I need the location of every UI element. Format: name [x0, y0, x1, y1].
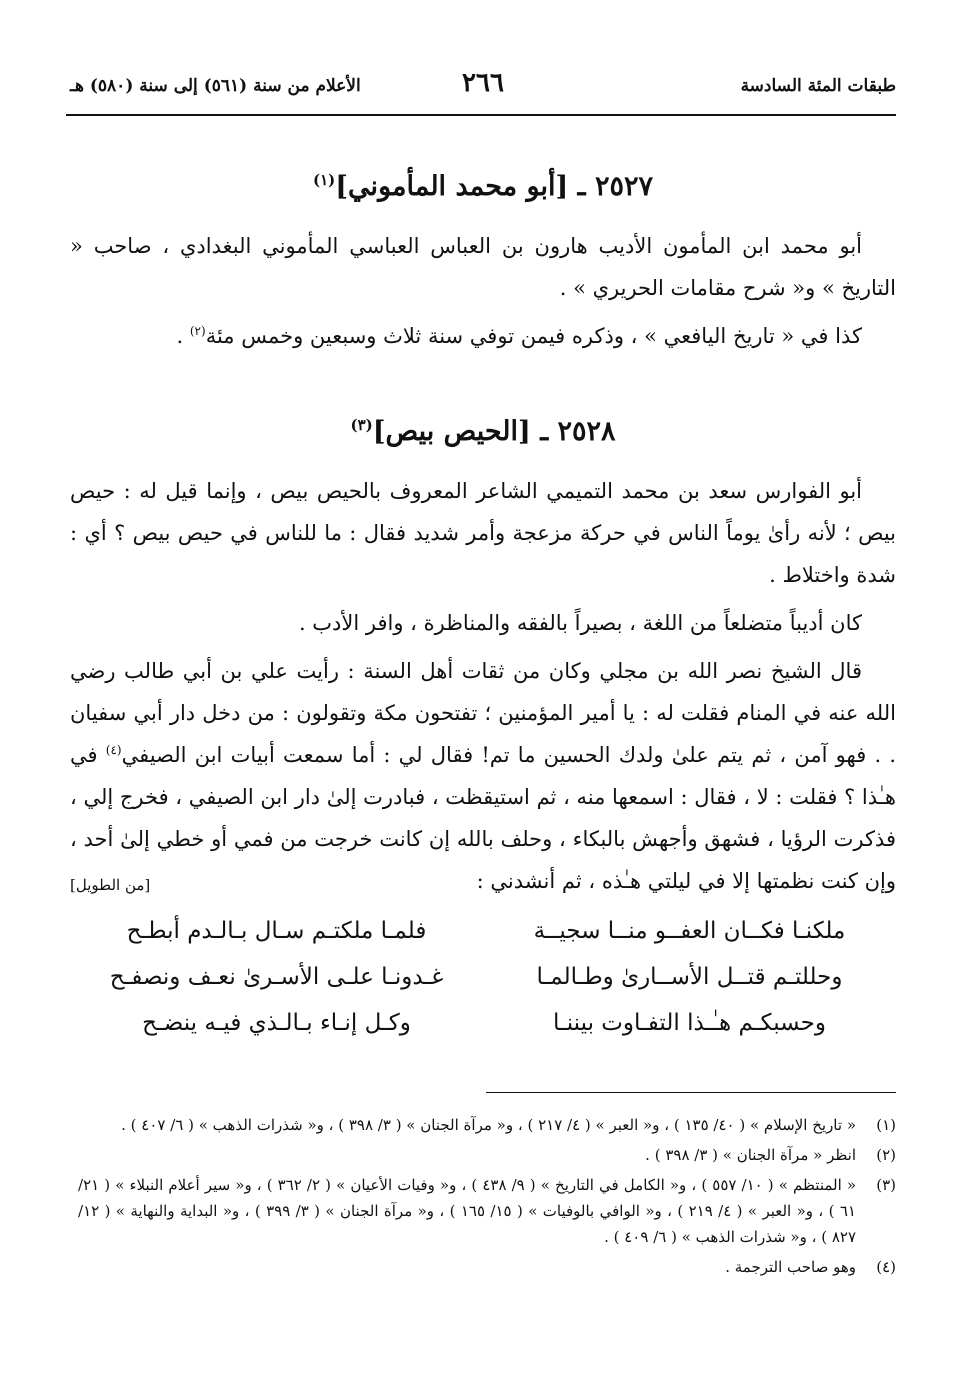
entry-title-text: ٢٥٢٧ ـ [أبو محمد المأموني] — [335, 171, 653, 202]
running-head-right: طبقات المئة السادسة — [740, 76, 896, 96]
footnotes — [78, 1112, 896, 1284]
entry-title-2528 — [70, 405, 896, 452]
footnote-ref-2: (٢) — [189, 324, 206, 338]
footnote-text: « المنتظم » ( ١٠/ ٥٥٧ ) ، و« الكامل في التاريخ » ( ٩/ ٤٣٨ ) ، و« وفيات الأعيان » ( ٢/ ٣٦٢ ) ، و« سير أعلام النبلاء » ( ٢١/ ٦١ ) ، و« العبر » ( ٤/ ٢١٩ ) ، و« الوافي بالوفيات » ( ١٥/ ١٦٥ ) ، و« مرآة الجنان » ( ٣/ ٣٩٩ ) ، و« البداية والنهاية » ( ١٢/ ٨٢٧ ) ، و« شذرات الذهب » ( ٦/ ٤٠٩ ) . — [78, 1176, 857, 1246]
paragraph — [70, 650, 896, 902]
page-header — [70, 68, 896, 108]
page-number: ٢٦٦ — [462, 68, 504, 98]
paragraph-text: قال الشيخ نصر الله بن مجلي وكان من ثقات أهل السنة : رأيت علي بن أبي طالب رضي الله عنه في المنام فقلت له : يا أمير المؤمنين ؛ تفتحون مكة وتقولون : من دخل دار أبي سفيان . . فهو آمن ، ثم يتم علىٰ ولدك الحسين ما تم! فقال لي : أما سمعت أبيات ابن الصيفي — [70, 659, 897, 767]
footnote-ref-1: (١) — [313, 171, 336, 189]
paragraph-end: . — [176, 324, 190, 348]
paragraph — [70, 315, 896, 357]
second-hemistich: وكـل إنـاء بـالـذي فيـه ينضـح — [142, 1010, 411, 1036]
first-hemistich: وحسبكـم هـٰـذا التفـاوت بيننـا — [553, 1010, 826, 1036]
paragraph-text: في هـٰذا ؟ فقلت : لا ، فقال : اسمعها منه ، ثم استيقظت ، فبادرت إلىٰ دار ابن الصيفي ، فخرج إلي ، فذكرت الرؤيا ، فشهق وأجهش بالبكاء ، وحلف بالله إن كانت خرجت من فمي أو خطي إلىٰ أحد ، وإن كنت نظمتها إلا في ليلتي هـٰذه ، ثم أنشدني : — [70, 743, 896, 893]
page-body — [70, 160, 896, 1046]
spacer — [70, 363, 896, 405]
footnote-text: « تاريخ الإسلام » ( ٤٠/ ١٣٥ ) ، و« العبر » ( ٤/ ٢١٧ ) ، و« مرآة الجنان » ( ٣/ ٣٩٨ ) ، و« شذرات الذهب » ( ٦/ ٤٠٧ ) . — [121, 1116, 856, 1134]
entry-title-2527 — [70, 160, 896, 207]
second-hemistich: غـدونـا علـى الأسـرىٰ نعـف ونصفـح — [109, 964, 444, 990]
entry-title-text: ٢٥٢٨ ـ [الحيص بيص] — [372, 416, 616, 447]
footnote-ref-3: (٣) — [350, 416, 373, 434]
footnote-number: (٤) — [876, 1258, 896, 1276]
paragraph: كان أديباً متضلعاً من اللغة ، بصيراً بالفقه والمناظرة ، وافر الأدب . — [298, 611, 862, 635]
header-rule — [66, 114, 896, 116]
footnote-rule — [486, 1092, 896, 1093]
paragraph-text: كذا في « تاريخ اليافعي » ، وذكره فيمن توفي سنة ثلاث وسبعين وخمس مئة — [205, 324, 862, 348]
footnote-text: انظر « مرآة الجنان » ( ٣/ ٣٩٨ ) . — [645, 1146, 856, 1164]
footnote-number: (١) — [876, 1116, 896, 1134]
paragraph: أبو محمد ابن المأمون الأديب هارون بن العباس العباسي المأموني البغدادي ، صاحب « التاريخ » و« شرح مقامات الحريري » . — [70, 234, 896, 300]
footnote-number: (٣) — [876, 1176, 896, 1194]
poem — [70, 908, 896, 1046]
first-hemistich: ملكنـا فكــان العفــو منــا سجيــة — [533, 918, 846, 944]
poem-verse — [70, 1000, 896, 1046]
first-hemistich: وحللتـم قتــل الأســارىٰ وطـالمـا — [536, 964, 843, 990]
poem-meter: [من الطويل] — [70, 876, 151, 894]
running-head-left: الأعلام من سنة (٥٦١) إلى سنة (٥٨٠) هـ — [70, 76, 361, 96]
footnote — [78, 1112, 896, 1138]
footnote-text: وهو صاحب الترجمة . — [725, 1258, 856, 1276]
footnote-ref-4: (٤) — [105, 743, 122, 757]
footnote — [78, 1142, 896, 1168]
paragraph: أبو الفوارس سعد بن محمد التميمي الشاعر المعروف بالحيص بيص ، وإنما قيل له : حيص بيص ؛ لأنه رأىٰ يوماً الناس في حركة مزعجة وأمر شديد فقال : ما للناس في حيص بيص ؟ أي : شدة واختلاط . — [70, 479, 896, 587]
poem-verse — [70, 908, 896, 954]
footnote — [78, 1172, 896, 1250]
poem-verse — [70, 954, 896, 1000]
footnote-number: (٢) — [876, 1146, 896, 1164]
footnote — [78, 1254, 896, 1280]
second-hemistich: فلمـا ملكتـم سـال بـالـدم أبطـح — [126, 918, 427, 944]
